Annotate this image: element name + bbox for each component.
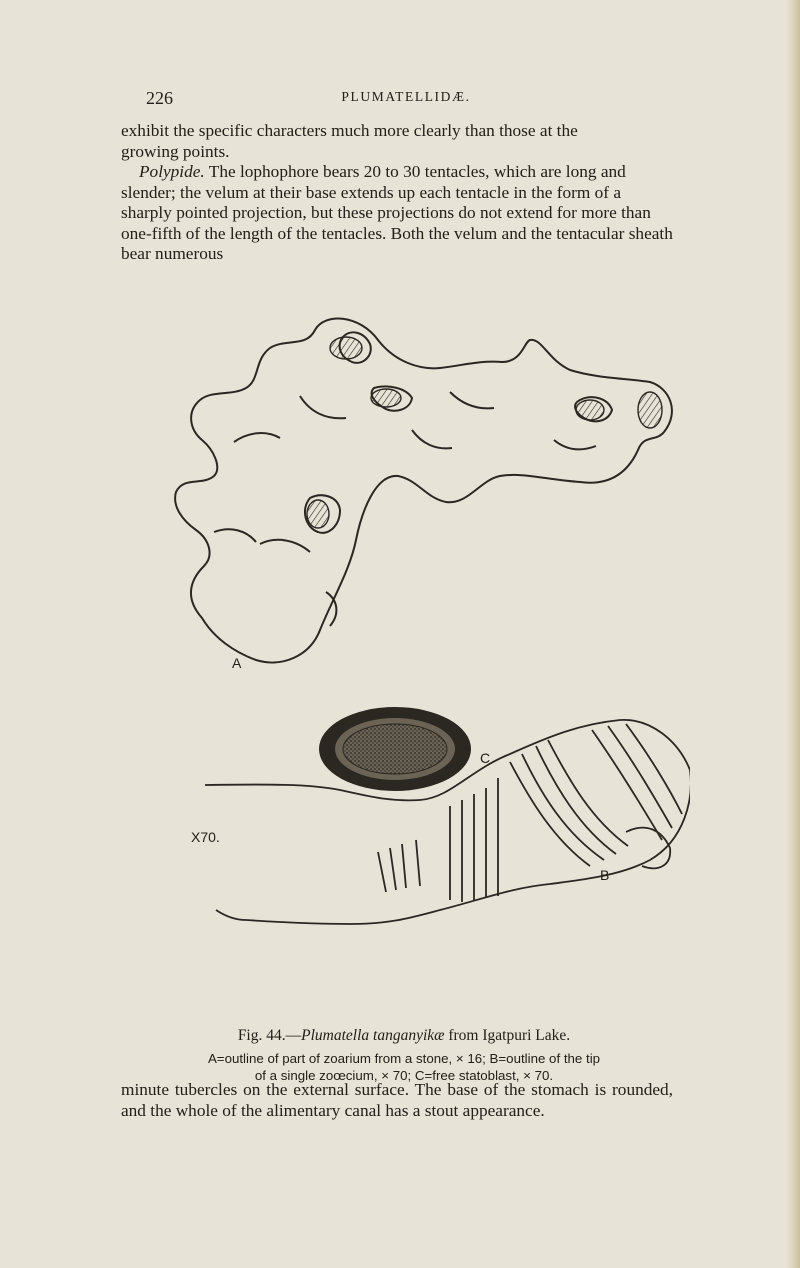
figure-caption-rest: from Igatpuri Lake.: [444, 1027, 571, 1044]
figure-label-a: A: [232, 655, 242, 671]
magnification-label: X70.: [191, 829, 220, 845]
paragraph-line-2: growing points.: [121, 141, 230, 161]
zoarium-hatched-tips: [307, 337, 662, 528]
zoarium-outline-drawing: [175, 319, 672, 663]
figure-caption-title: [121, 1027, 687, 1045]
paragraph-stomach: minute tubercles on the external surface. The base of the stomach is rounded, and the whole of the alimentary canal has a stout appearance.: [121, 1080, 673, 1120]
figure-label-c: C: [480, 750, 491, 766]
running-head: PLUMATELLIDÆ.: [341, 89, 471, 104]
figure-caption-line-1: A=outline of part of zoarium from a stone, × 16; B=outline of the tip: [207, 1051, 601, 1066]
page-number: 226: [146, 88, 173, 108]
page-header: [146, 88, 666, 110]
section-heading: Polypide.: [139, 162, 205, 181]
paragraph-text: The lophophore bears 20 to 30 tentacles, which are long and slender; the velum at their base extends up each tentacle in the form of a sharply pointed projection, but these projections do not extend for more than one-fifth of the length of the tentacles. Both the velum and the tentacular sheath bear numerous: [121, 162, 673, 263]
paragraph-polypide: [121, 121, 673, 265]
figure-label-b: B: [600, 867, 610, 883]
figure-44: [150, 300, 690, 1025]
paragraph-line-1: exhibit the specific characters much more clearly than those at the: [121, 121, 578, 140]
species-name: Plumatella tanganyikæ: [301, 1027, 445, 1044]
figure-illustration: [150, 300, 690, 1025]
page-edge: [786, 0, 800, 1268]
figure-number: Fig. 44.—: [237, 1027, 302, 1044]
statoblast-drawing: [319, 707, 471, 791]
figure-caption-line-2: of a single zoœcium, × 70; C=free statoblast, × 70.: [254, 1068, 554, 1083]
